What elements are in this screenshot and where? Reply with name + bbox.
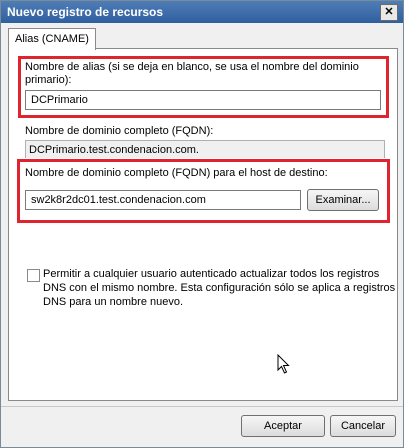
mouse-cursor-icon: [277, 354, 291, 375]
alias-label-line1: Nombre de alias (si se deja en blanco, se usa el nombre del dominio: [25, 61, 359, 73]
ok-button[interactable]: Aceptar: [241, 415, 325, 437]
tab-alias-cname[interactable]: [8, 28, 96, 50]
close-button[interactable]: [380, 4, 398, 21]
target-label: Nombre de dominio completo (FQDN) para el host de destino:: [25, 167, 328, 179]
permission-text-line2: DNS con el mismo nombre. Esta configuración sólo se aplica a registros: [43, 282, 396, 294]
permission-text-line1: Permitir a cualquier usuario autenticado actualizar todos los registros: [43, 268, 380, 280]
footer-separator: [1, 406, 403, 407]
permission-text-line3: DNS para un nombre nuevo.: [43, 296, 184, 308]
permission-text: [43, 267, 395, 309]
fqdn-value: DCPrimario.test.condenacion.com.: [25, 140, 385, 158]
tab-label: Alias (CNAME): [15, 33, 89, 45]
close-icon: ✕: [384, 6, 394, 18]
alias-input[interactable]: DCPrimario: [25, 90, 381, 110]
window-title: Nuevo registro de recursos: [7, 5, 164, 19]
tab-panel: [8, 48, 398, 401]
target-host-input[interactable]: sw2k8r2dc01.test.condenacion.com: [25, 190, 301, 210]
alias-label-line2: primario):: [25, 74, 72, 86]
browse-button[interactable]: Examinar...: [307, 189, 379, 211]
title-bar[interactable]: [1, 1, 403, 23]
fqdn-label: Nombre de dominio completo (FQDN):: [25, 125, 214, 137]
permission-checkbox[interactable]: [27, 269, 40, 282]
cancel-button[interactable]: Cancelar: [330, 415, 396, 437]
